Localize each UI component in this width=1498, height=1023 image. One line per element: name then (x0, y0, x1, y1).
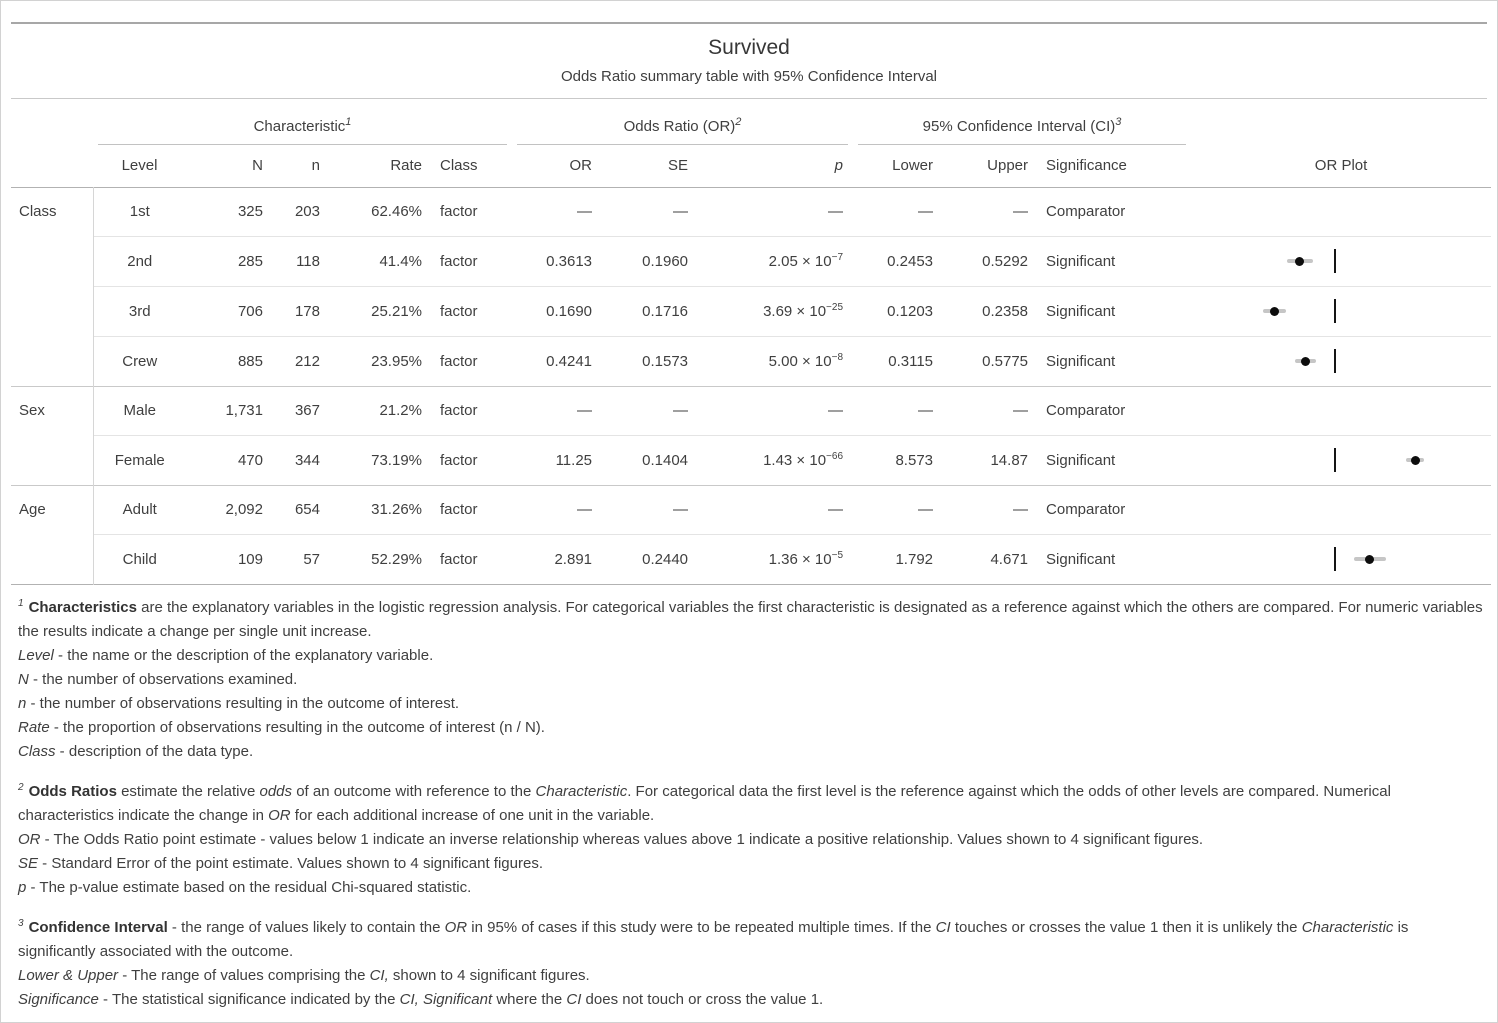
footnote-line: Level - the name or the description of the explanatory variable. (18, 646, 434, 664)
cell-or-plot (1191, 485, 1491, 534)
col-header-N: N (252, 157, 263, 175)
cell-upper: 0.5775 (943, 336, 1038, 386)
cell-lower: 8.573 (853, 435, 943, 485)
cell-significance: Significant (1038, 286, 1191, 336)
cell-or: 0.3613 (512, 236, 602, 286)
cell-or-plot (1191, 187, 1491, 236)
cell-se: 0.2440 (602, 534, 698, 584)
cell-class: factor (432, 435, 512, 485)
cell-lower: 1.792 (853, 534, 943, 584)
cell-level: 3rd (93, 286, 186, 336)
footnote-marker: 2 (18, 781, 24, 793)
reference-line (1334, 547, 1336, 571)
cell-rate: 21.2% (330, 386, 432, 435)
cell-p: $1.36 \times 10^{-5}$ (698, 534, 853, 584)
footnote-line: n - the number of observations resulting in the outcome of interest. (18, 694, 460, 712)
cell-N: 109 (186, 534, 273, 584)
cell-level: Adult (93, 485, 186, 534)
spanner-empty (11, 99, 93, 145)
cell-upper: 14.87 (943, 435, 1038, 485)
cell-class: factor (432, 534, 512, 584)
spanner-odds-ratio-label: Odds Ratio (OR) (623, 118, 736, 135)
footnote-marker: 3 (18, 917, 24, 929)
cell-upper: 4.671 (943, 534, 1038, 584)
cell-lower: — (853, 386, 943, 435)
cell-class: factor (432, 485, 512, 534)
cell-se: — (602, 485, 698, 534)
cell-upper: — (943, 485, 1038, 534)
cell-lower: 0.2453 (853, 236, 943, 286)
col-header-rate: Rate (390, 157, 422, 175)
cell-N: 285 (186, 236, 273, 286)
spanner-empty-plot (1191, 99, 1491, 145)
cell-group-label (11, 435, 93, 485)
footnote-block (18, 912, 1487, 1012)
cell-level: Male (93, 386, 186, 435)
or-plot (1191, 535, 1491, 584)
table-row (11, 286, 1491, 336)
cell-or: 0.4241 (512, 336, 602, 386)
cell-upper: — (1013, 203, 1029, 220)
cell-n: 654 (273, 485, 330, 534)
col-header-or-plot: OR Plot (1314, 157, 1368, 175)
cell-or-plot (1191, 336, 1491, 386)
cell-group-label (11, 534, 93, 584)
cell-group-label: Sex (11, 386, 93, 435)
or-plot (1191, 237, 1491, 286)
or-point (1295, 257, 1304, 266)
cell-class: factor (432, 386, 512, 435)
footnote-marker: 1 (18, 597, 24, 609)
cell-class: factor (432, 286, 512, 336)
cell-class: factor (440, 203, 478, 220)
cell-significance: Significant (1038, 236, 1191, 286)
cell-p: — (698, 485, 853, 534)
cell-se: — (602, 386, 698, 435)
col-header-n: n (311, 157, 320, 175)
or-point (1301, 357, 1310, 366)
table-row (11, 485, 1491, 534)
cell-group-label (11, 236, 93, 286)
cell-level: Child (93, 534, 186, 584)
cell-or-plot (1191, 386, 1491, 435)
cell-or-plot (1191, 286, 1491, 336)
cell-class: factor (432, 236, 512, 286)
spanner-row (11, 99, 1491, 145)
cell-or-plot (1191, 435, 1491, 485)
footnote-line: N - the number of observations examined. (18, 670, 298, 688)
cell-or: — (512, 485, 602, 534)
cell-n: 203 (294, 203, 320, 220)
cell-group-label (11, 286, 93, 336)
cell-p: — (698, 386, 853, 435)
cell-or: 0.1690 (512, 286, 602, 336)
cell-se: — (673, 203, 689, 220)
reference-line (1334, 299, 1336, 323)
spanner-confidence-interval (853, 99, 1191, 145)
spanner-odds-ratio (512, 99, 853, 145)
cell-N: 706 (186, 286, 273, 336)
col-header-se: SE (668, 157, 689, 175)
or-point (1365, 555, 1374, 564)
cell-or: — (512, 386, 602, 435)
col-header-significance: Significance (1046, 157, 1127, 175)
cell-rate: 41.4% (330, 236, 432, 286)
cell-group-label: Class (11, 187, 93, 236)
cell-p: $5.00 \times 10^{-8}$ (698, 336, 853, 386)
spanner-characteristic (93, 99, 512, 145)
cell-lower: — (853, 485, 943, 534)
footnote-ref-1: 1 (345, 116, 352, 128)
or-point (1411, 456, 1420, 465)
or-point (1270, 307, 1279, 316)
footnote-line: $^3$ Confidence Interval - the range of values likely to contain the OR in 95% of cases if this study were to be repeated multiple times. If the CI touches or crosses the value 1 then it is unlikely the Characteristic is significantly associated with the outcome. (18, 917, 1409, 960)
spanner-characteristic-label: Characteristic (253, 118, 346, 135)
col-header-lower: Lower (892, 157, 934, 175)
cell-or: — (577, 203, 593, 220)
cell-group-label: Age (11, 485, 93, 534)
cell-N: 325 (237, 203, 263, 220)
cell-n: 212 (273, 336, 330, 386)
col-header-p: p (834, 157, 844, 175)
cell-or-plot (1191, 236, 1491, 286)
table-row (11, 236, 1491, 286)
cell-significance: Significant (1038, 534, 1191, 584)
cell-rate: 52.29% (330, 534, 432, 584)
cell-upper: 0.5292 (943, 236, 1038, 286)
footnote-line: $^1$ Characteristics are the explanatory variables in the logistic regression analysis. For categorical variables the first characteristic is designated as a reference against which the others are compared. For numeric variables the results indicate a change per single unit increase. (18, 597, 1483, 640)
cell-significance: Significant (1038, 336, 1191, 386)
footnote-line: SE - Standard Error of the point estimate. Values shown to 4 significant figures. (18, 854, 543, 872)
footnotes (11, 592, 1487, 1012)
footnote-block (18, 776, 1487, 900)
cell-rate: 31.26% (330, 485, 432, 534)
footnote-ref-3: 3 (1115, 116, 1122, 128)
cell-group-label (11, 336, 93, 386)
cell-rate: 23.95% (330, 336, 432, 386)
footnote-line: OR - The Odds Ratio point estimate - values below 1 indicate an inverse relationship whereas values above 1 indicate a positive relationship. Values shown to 4 significant figures. (18, 830, 1204, 848)
col-header-upper: Upper (987, 157, 1029, 175)
page-subtitle: Odds Ratio summary table with 95% Confidence Interval (560, 68, 937, 85)
cell-level: 2nd (93, 236, 186, 286)
cell-se: 0.1404 (602, 435, 698, 485)
footnote-line: $^2$ Odds Ratios estimate the relative odds of an outcome with reference to the Characteristic. For categorical data the first level is the reference against which the odds of other levels are compared. Numerical characteristics indicate the change in OR for each additional increase of one unit in the variable. (18, 781, 1391, 824)
or-plot (1191, 287, 1491, 336)
table-header (11, 99, 1491, 187)
reference-line (1334, 249, 1336, 273)
cell-N: 470 (186, 435, 273, 485)
cell-se: 0.1960 (602, 236, 698, 286)
table-body (11, 187, 1491, 584)
cell-N: 1,731 (186, 386, 273, 435)
cell-p: — (828, 203, 844, 220)
table-row (11, 386, 1491, 435)
or-plot (1191, 337, 1491, 386)
footnote-ref-2: 2 (735, 116, 742, 128)
cell-upper: 0.2358 (943, 286, 1038, 336)
footnote-line: Lower & Upper - The range of values comprising the CI, shown to 4 significant figures. (18, 966, 590, 984)
cell-lower: 0.1203 (853, 286, 943, 336)
cell-or: 11.25 (512, 435, 602, 485)
footnote-line: p - The p-value estimate based on the residual Chi-squared statistic. (18, 878, 472, 896)
cell-n: 178 (273, 286, 330, 336)
cell-rate: 25.21% (330, 286, 432, 336)
cell-n: 57 (273, 534, 330, 584)
cell-N: 2,092 (186, 485, 273, 534)
cell-or: 2.891 (512, 534, 602, 584)
page-title: Survived (708, 36, 790, 59)
table-row (11, 534, 1491, 584)
footnote-line: Rate - the proportion of observations resulting in the outcome of interest (n / N). (18, 718, 545, 736)
cell-se: 0.1573 (602, 336, 698, 386)
table-row (11, 435, 1491, 485)
cell-level: Crew (93, 336, 186, 386)
cell-se: 0.1716 (602, 286, 698, 336)
cell-class: factor (432, 336, 512, 386)
col-header-group (11, 145, 93, 187)
cell-rate: 62.46% (371, 203, 422, 220)
reference-line (1334, 448, 1336, 472)
cell-p: $1.43 \times 10^{-66}$ (698, 435, 853, 485)
cell-significance: Comparator (1038, 386, 1191, 435)
cell-lower: — (918, 203, 934, 220)
cell-level: Female (93, 435, 186, 485)
reference-line (1334, 349, 1336, 373)
col-header-level: Level (121, 157, 158, 175)
cell-rate: 73.19% (330, 435, 432, 485)
cell-upper: — (943, 386, 1038, 435)
footnote-block (18, 592, 1487, 764)
table-row (11, 336, 1491, 386)
cell-p: $2.05 \times 10^{-7}$ (698, 236, 853, 286)
col-header-or: OR (569, 157, 593, 175)
cell-significance: Significant (1038, 435, 1191, 485)
cell-p: $3.69 \times 10^{-25}$ (698, 286, 853, 336)
footnote-line: Class - description of the data type. (18, 742, 254, 760)
spanner-confidence-interval-label: 95% Confidence Interval (CI) (922, 118, 1116, 135)
footnote-line: Significance - The statistical significance indicated by the CI, Significant where the CI does not touch or cross the value 1. (18, 990, 824, 1008)
cell-n: 344 (273, 435, 330, 485)
cell-or-plot (1191, 534, 1491, 584)
cell-N: 885 (186, 336, 273, 386)
cell-significance: Comparator (1038, 485, 1191, 534)
cell-level: 1st (129, 203, 150, 220)
or-plot (1191, 436, 1491, 485)
cell-n: 118 (273, 236, 330, 286)
col-header-class: Class (440, 157, 478, 175)
cell-lower: 0.3115 (853, 336, 943, 386)
table-row (11, 187, 1491, 236)
column-header-row (11, 145, 1491, 187)
cell-significance: Comparator (1046, 203, 1126, 220)
odds-ratio-table (11, 99, 1491, 585)
cell-n: 367 (273, 386, 330, 435)
